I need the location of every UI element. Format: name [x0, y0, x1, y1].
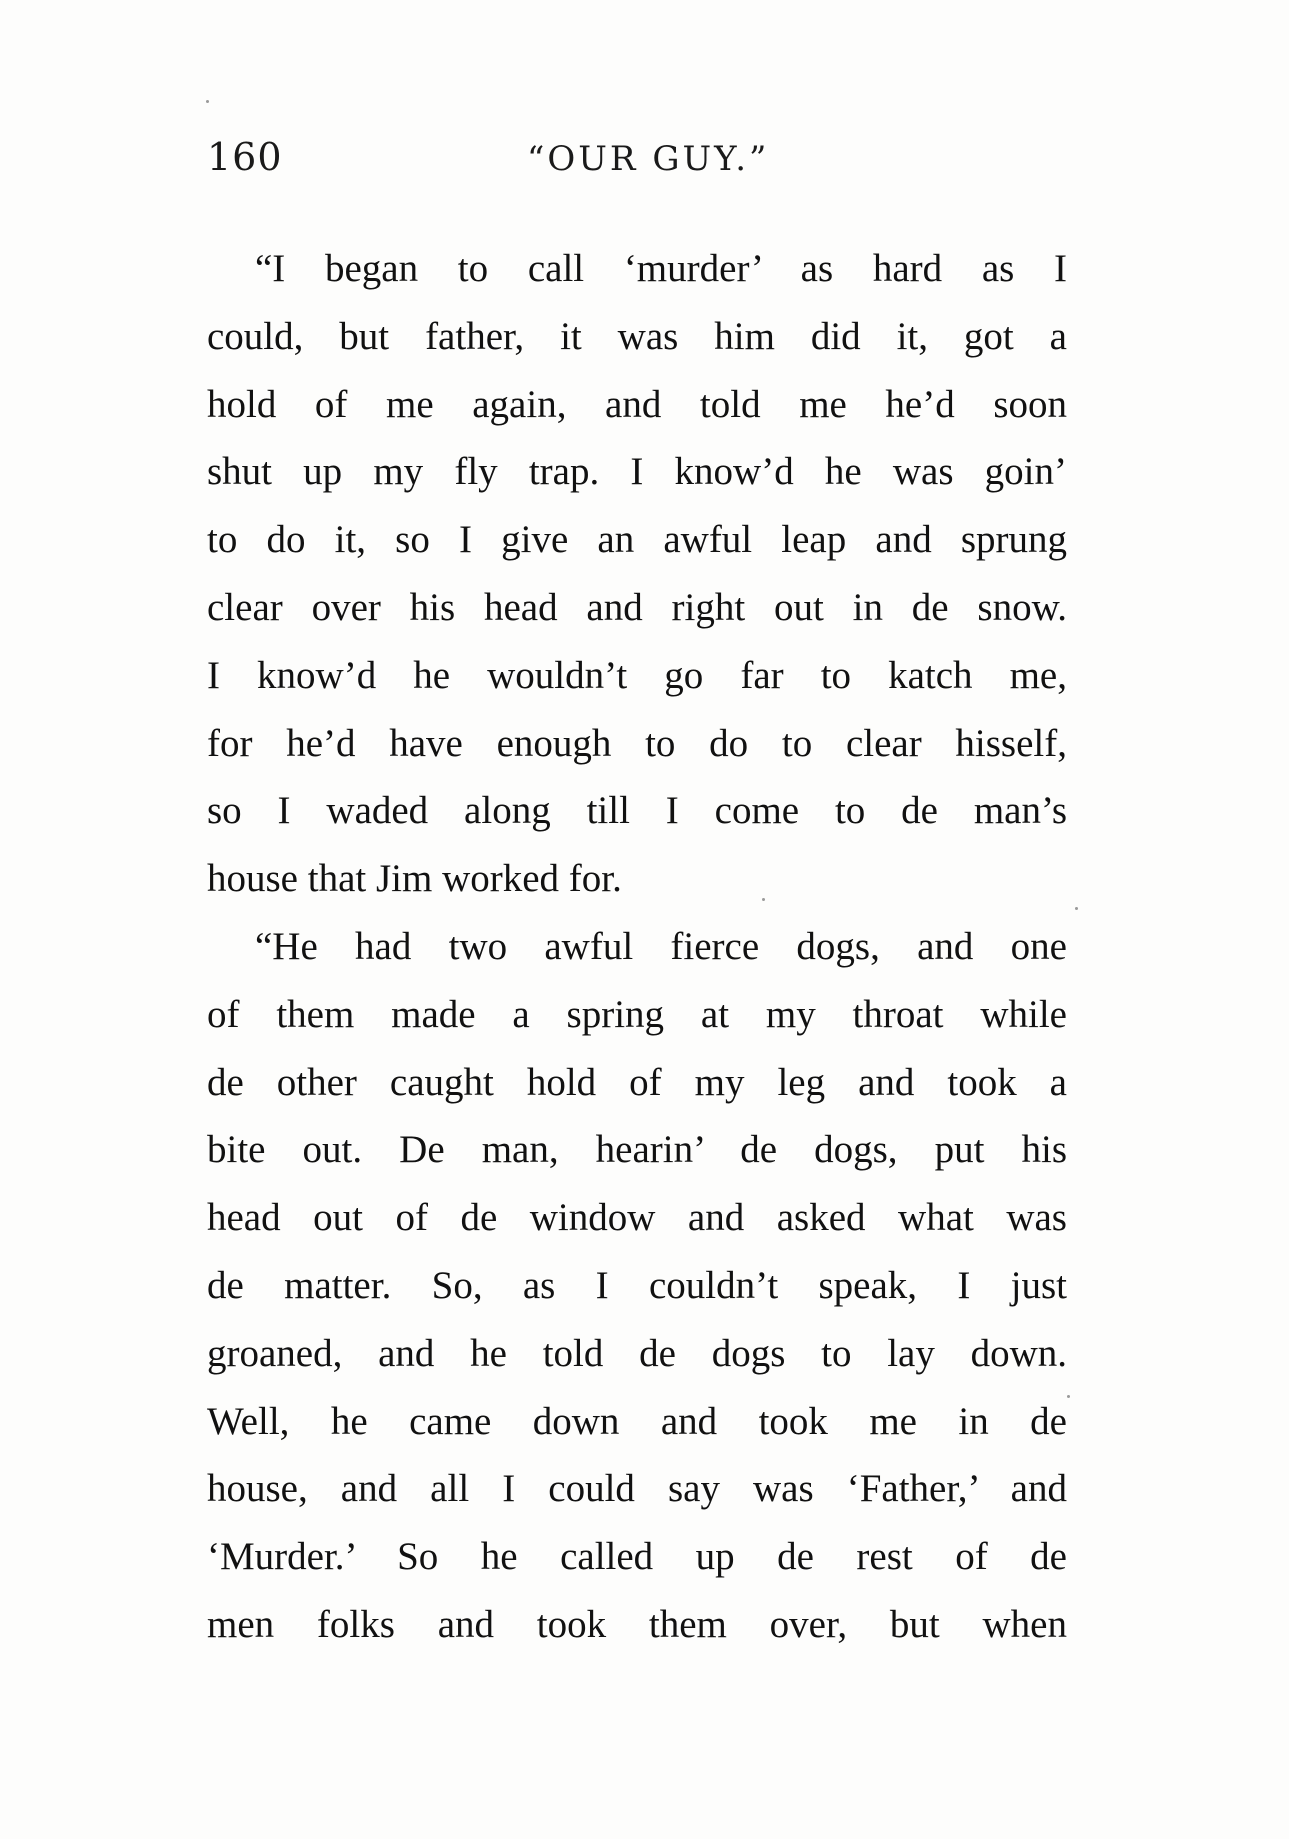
- body-text: [207, 235, 1067, 1659]
- text-line: head out of de window and asked what was: [207, 1196, 1067, 1240]
- text-line: shut up my fly trap. I know’d he was goin’: [207, 450, 1067, 494]
- text-line: to do it, so I give an awful leap and sprung: [207, 518, 1067, 562]
- text-line: bite out. De man, hearin’ de dogs, put his: [207, 1128, 1067, 1172]
- paragraph-2: [207, 913, 1067, 1659]
- text-line: de matter. So, as I couldn’t speak, I just: [207, 1263, 1067, 1307]
- running-title: “OUR GUY.”: [527, 139, 770, 179]
- text-line: “I began to call ‘murder’ as hard as I: [255, 247, 1067, 290]
- text-line: house that Jim worked for.: [207, 857, 622, 901]
- text-line: I know’d he wouldn’t go far to katch me,: [207, 653, 1067, 697]
- text-line: so I waded along till I come to de man’s: [207, 789, 1067, 833]
- text-line: groaned, and he told de dogs to lay down.: [207, 1331, 1067, 1375]
- paper-speck: [206, 100, 209, 103]
- text-line: for he’d have enough to do to clear hisself,: [207, 721, 1067, 765]
- running-head: [207, 135, 1067, 195]
- page-number: 160: [207, 135, 283, 179]
- text-line: hold of me again, and told me he’d soon: [207, 382, 1067, 426]
- text-line: could, but father, it was him did it, got a: [207, 314, 1067, 358]
- text-line: clear over his head and right out in de snow.: [207, 585, 1067, 629]
- text-line: of them made a spring at my throat while: [207, 992, 1067, 1036]
- text-line: de other caught hold of my leg and took a: [207, 1060, 1067, 1104]
- text-line: “He had two awful fierce dogs, and one: [255, 924, 1067, 968]
- paragraph-1: [207, 235, 1067, 913]
- paper-speck: [1067, 1395, 1070, 1398]
- text-line: Well, he came down and took me in de: [207, 1399, 1067, 1443]
- paper-speck: [1075, 907, 1078, 910]
- paper-speck: [762, 898, 765, 901]
- text-line: house, and all I could say was ‘Father,’ and: [207, 1467, 1067, 1511]
- text-line: men folks and took them over, but when: [207, 1602, 1067, 1646]
- text-line: ‘Murder.’ So he called up de rest of de: [207, 1535, 1067, 1579]
